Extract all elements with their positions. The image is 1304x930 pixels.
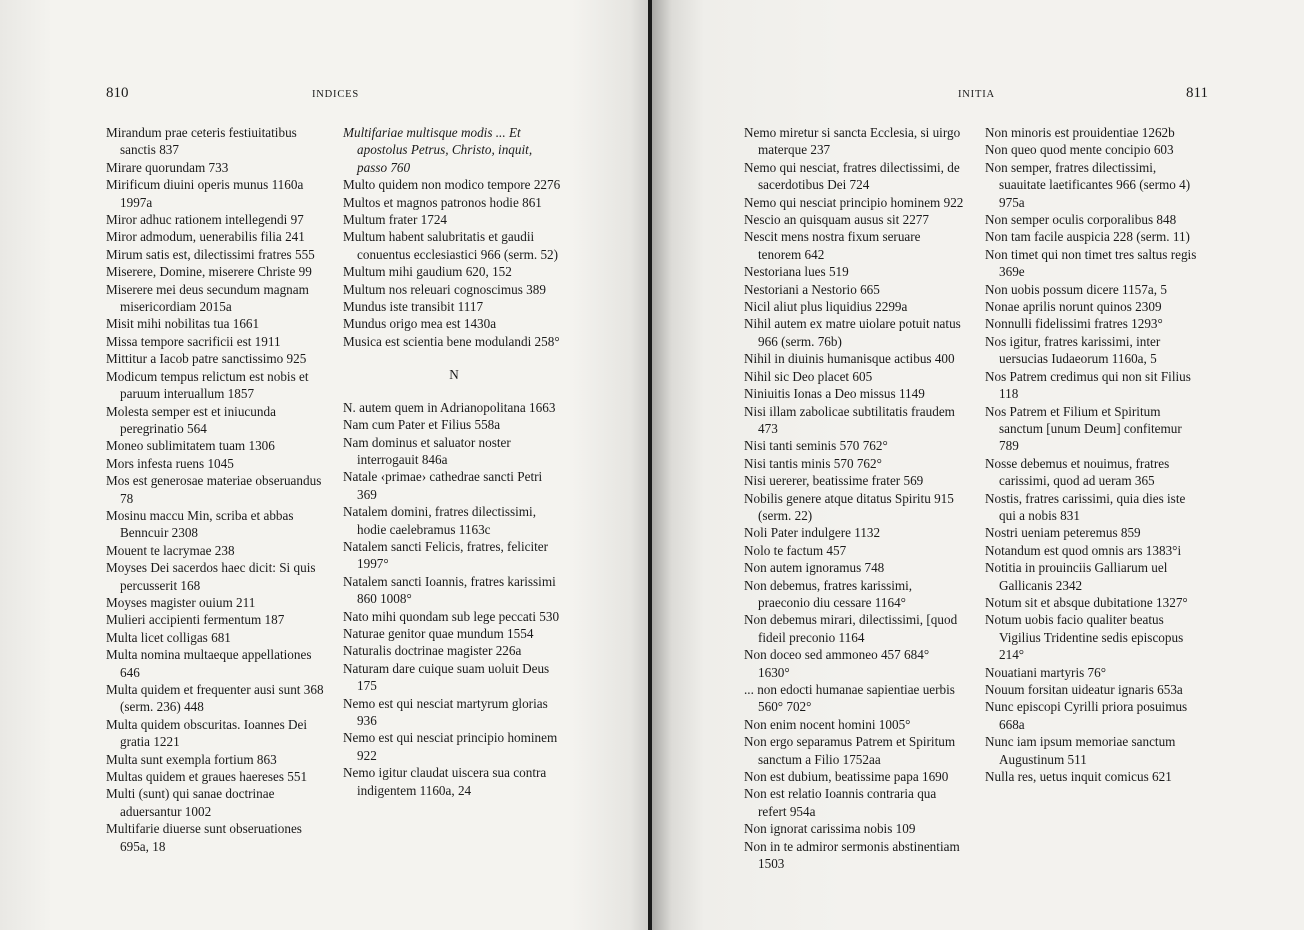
index-entry: Multa quidem obscuritas. Ioannes Dei gratia 1221 — [106, 716, 308, 750]
right-column-1 — [744, 124, 964, 872]
left-page — [0, 0, 650, 930]
index-entry: Moyses magister ouium 211 — [106, 594, 256, 610]
index-entry: Multum mihi gaudium 620, 152 — [343, 264, 512, 280]
index-entry: Mulieri accipienti fermentum 187 — [106, 612, 285, 628]
index-entry: Multa licet colligas 681 — [106, 629, 231, 645]
index-entry: Non in te admiror sermonis abstinentiam 1503 — [744, 838, 960, 872]
index-entry: Non debemus, fratres karissimi, praeconio diu cessare 1164° — [744, 577, 913, 610]
index-entry: Mirandum prae ceteris festiuitatibus sanctis 837 — [106, 125, 297, 158]
index-entry: Nam dominus et saluator noster interrogauit 846a — [343, 434, 511, 467]
index-entry: Miror admodum, uenerabilis filia 241 — [106, 229, 305, 245]
index-entry: Nos Patrem et Filium et Spiritum sanctum [unum Deum] confitemur 789 — [985, 403, 1182, 454]
index-entry: Non timet qui non timet tres saltus regis 369e — [985, 246, 1197, 280]
index-entry: Nos igitur, fratres karissimi, inter uersucias Iudaeorum 1160a, 5 — [985, 333, 1161, 367]
index-entry: Notum uobis facio qualiter beatus Vigilius Tridentine sedis episcopus 214° — [985, 612, 1184, 663]
index-entry: Nescio an quisquam ausus sit 2277 — [744, 212, 929, 228]
index-entry: Multa quidem et frequenter ausi sunt 368 (serm. 236) 448 — [106, 682, 324, 715]
index-entry: Moyses Dei sacerdos haec dicit: Si quis percusserit 168 — [106, 560, 316, 593]
index-entry: Nobilis genere atque ditatus Spiritu 915 (serm. 22) — [744, 490, 954, 523]
index-entry: Nostri ueniam peteremus 859 — [985, 525, 1141, 541]
index-entry: Nemo qui nesciat principio hominem 922 — [744, 194, 964, 210]
index-entry: Mouent te lacrymae 238 — [106, 542, 235, 558]
index-entry: Notandum est quod omnis ars 1383°i — [985, 542, 1182, 558]
index-entry: Nihil sic Deo placet 605 — [744, 368, 873, 384]
index-entry: Mittitur a Iacob patre sanctissimo 925 — [106, 351, 307, 367]
index-entry: Naturae genitor quae mundum 1554 — [343, 625, 534, 641]
index-entry: Niniuitis Ionas a Deo missus 1149 — [744, 386, 925, 402]
index-entry: Naturalis doctrinae magister 226a — [343, 643, 522, 659]
index-entry: Natalem sancti Felicis, fratres, feliciter 1997° — [343, 538, 549, 572]
index-entry: Non est relatio Ioannis contraria qua refert 954a — [744, 786, 937, 819]
running-head-left: INDICES — [312, 89, 360, 100]
index-entry: Nos Patrem credimus qui non sit Filius 118 — [985, 368, 1191, 402]
index-entry: Non autem ignoramus 748 — [744, 560, 885, 576]
index-entry: Nato mihi quondam sub lege peccati 530 — [343, 608, 560, 624]
index-entry: Nemo est qui nesciat principio hominem 922 — [343, 730, 558, 763]
index-entry: Nosse debemus et nouimus, fratres carissimi, quod ad ueram 365 — [985, 455, 1170, 489]
index-entry: Nostis, fratres carissimi, quia dies iste qui a nobis 831 — [985, 490, 1186, 523]
index-entry: Moneo sublimitatem tuam 1306 — [106, 438, 275, 454]
index-entry: Nunc iam ipsum memoriae sanctum Augustinum 511 — [985, 734, 1176, 767]
index-entry: Non uobis possum dicere 1157a, 5 — [985, 281, 1167, 297]
index-entry: Nemo est qui nesciat martyrum glorias 936 — [343, 695, 548, 728]
index-entry: Non minoris est prouidentiae 1262b — [985, 125, 1175, 140]
entries-m — [343, 176, 565, 350]
index-entry: Nemo qui nesciat, fratres dilectissimi, de sacerdotibus Dei 724 — [744, 159, 960, 193]
index-entry: Mirare quorundam 733 — [106, 159, 229, 175]
page-number-right: 811 — [1186, 85, 1208, 101]
left-column-2 — [343, 124, 565, 799]
index-entry: Mirum satis est, dilectissimi fratres 555 — [106, 246, 315, 262]
left-column-1 — [106, 124, 326, 855]
index-entry: Nestoriani a Nestorio 665 — [744, 281, 880, 297]
index-entry: Nonnulli fidelissimi fratres 1293° — [985, 316, 1163, 332]
index-entry: Non semper, fratres dilectissimi, suauitate laetificantes 966 (sermo 4) 975a — [985, 159, 1191, 210]
index-entry: Mosinu maccu Min, scriba et abbas Benncuir 2308 — [106, 507, 294, 541]
index-entry: Non ergo separamus Patrem et Spiritum sanctum a Filio 1752aa — [744, 734, 956, 767]
index-entry: Nam cum Pater et Filius 558a — [343, 417, 501, 433]
index-entry: Noli Pater indulgere 1132 — [744, 525, 881, 541]
right-page — [652, 0, 1304, 930]
index-entry: Non debemus mirari, dilectissimi, [quod fideil preconio 1164 — [744, 612, 958, 645]
index-entry: Non enim nocent homini 1005° — [744, 716, 911, 732]
index-entry: Multifarie diuerse sunt obseruationes 695a, 18 — [106, 821, 302, 854]
index-entry: Mos est generosae materiae obseruandus 78 — [106, 473, 322, 506]
index-entry: Miserere mei deus secundum magnam misericordiam 2015a — [106, 281, 309, 315]
index-entry: Non tam facile auspicia 228 (serm. 11) — [985, 229, 1190, 245]
index-entry: Modicum tempus relictum est nobis et paruum interuallum 1857 — [106, 368, 309, 402]
index-entry: Multa sunt exempla fortium 863 — [106, 751, 277, 767]
index-entry: Molesta semper est et iniucunda peregrinatio 564 — [106, 403, 276, 436]
index-entry: Non semper oculis corporalibus 848 — [985, 212, 1177, 228]
index-entry: Mundus iste transibit 1117 — [343, 299, 484, 315]
index-entry: Nihil in diuinis humanisque actibus 400 — [744, 351, 955, 367]
entries-n — [343, 399, 565, 799]
index-entry: Nisi uererer, beatissime frater 569 — [744, 473, 924, 489]
index-entry: Non est dubium, beatissime papa 1690 — [744, 769, 949, 785]
italic-incipit: Multifariae multisque modis ... Et apostolus Petrus, Christo, inquit, passo 760 — [343, 125, 533, 175]
index-entry — [343, 124, 565, 176]
index-entry: Non queo quod mente concipio 603 — [985, 142, 1174, 158]
index-entry: Multum habent salubritatis et gaudii conuentus ecclesiastici 966 (serm. 52) — [343, 229, 559, 262]
index-entry: Mundus origo mea est 1430a — [343, 316, 497, 332]
index-entry: Multas quidem et graues haereses 551 — [106, 769, 308, 785]
index-entry: N. autem quem in Adrianopolitana 1663 — [343, 399, 556, 415]
index-entry: Miror adhuc rationem intellegendi 97 — [106, 212, 304, 228]
index-entry: Musica est scientia bene modulandi 258° — [343, 333, 560, 349]
index-entry: Mors infesta ruens 1045 — [106, 455, 234, 471]
index-entry: Nonae aprilis norunt quinos 2309 — [985, 299, 1162, 315]
index-entry: Missa tempore sacrificii est 1911 — [106, 333, 281, 349]
index-entry: ... non edocti humanae sapientiae uerbis 560° 702° — [744, 682, 955, 715]
index-entry: Misit mihi nobilitas tua 1661 — [106, 316, 260, 332]
index-entry: Natalem sancti Ioannis, fratres karissimi 860 1008° — [343, 573, 556, 607]
index-entry: Nolo te factum 457 — [744, 542, 847, 558]
index-entry: Naturam dare cuique suam uoluit Deus 175 — [343, 660, 550, 694]
index-entry: Natale ‹primae› cathedrae sancti Petri 369 — [343, 469, 543, 502]
section-letter-n: N — [449, 367, 459, 383]
index-entry: Multi (sunt) qui sanae doctrinae aduersantur 1002 — [106, 786, 275, 819]
index-entry: Multa nomina multaeque appellationes 646 — [106, 647, 312, 680]
index-entry: Nisi illam zabolicae subtilitatis fraudem 473 — [744, 403, 955, 436]
index-entry: Multum nos releuari cognoscimus 389 — [343, 281, 546, 297]
index-entry: Nescit mens nostra fixum seruare tenorem 642 — [744, 229, 921, 262]
index-entry: Nunc episcopi Cyrilli priora posuimus 668a — [985, 699, 1188, 732]
index-entry: Nisi tanti seminis 570 762° — [744, 438, 888, 454]
index-entry: Nemo miretur si sancta Ecclesia, si uirgo materque 237 — [744, 125, 961, 158]
index-entry: Mirificum diuini operis munus 1160a 1997a — [106, 177, 304, 210]
page-number-left: 810 — [106, 85, 129, 101]
index-entry: Nihil autem ex matre uiolare potuit natus 966 (serm. 76b) — [744, 316, 961, 349]
right-column-2 — [985, 124, 1203, 785]
index-entry: Nicil aliut plus liquidius 2299a — [744, 299, 908, 315]
index-entry: Nisi tantis minis 570 762° — [744, 455, 882, 471]
index-entry: Nouum forsitan uideatur ignaris 653a — [985, 682, 1183, 697]
index-entry: Multo quidem non modico tempore 2276 — [343, 177, 561, 193]
index-entry: Nulla res, uetus inquit comicus 621 — [985, 769, 1172, 785]
index-entry: Nouatiani martyris 76° — [985, 664, 1107, 680]
index-entry: Nemo igitur claudat uiscera sua contra indigentem 1160a, 24 — [343, 765, 547, 798]
index-entry: Notitia in prouinciis Galliarum uel Gallicanis 2342 — [985, 560, 1168, 593]
index-entry: Nestoriana lues 519 — [744, 264, 849, 280]
running-head-right: INITIA — [958, 89, 995, 100]
index-entry: Multum frater 1724 — [343, 212, 448, 228]
index-entry: Multos et magnos patronos hodie 861 — [343, 194, 542, 210]
index-entry: Non ignorat carissima nobis 109 — [744, 821, 916, 837]
index-entry: Notum sit et absque dubitatione 1327° — [985, 594, 1188, 610]
index-entry: Miserere, Domine, miserere Christe 99 — [106, 264, 312, 280]
index-entry: Non doceo sed ammoneo 457 684° 1630° — [744, 647, 930, 680]
index-entry: Natalem domini, fratres dilectissimi, hodie caelebramus 1163c — [343, 504, 537, 537]
